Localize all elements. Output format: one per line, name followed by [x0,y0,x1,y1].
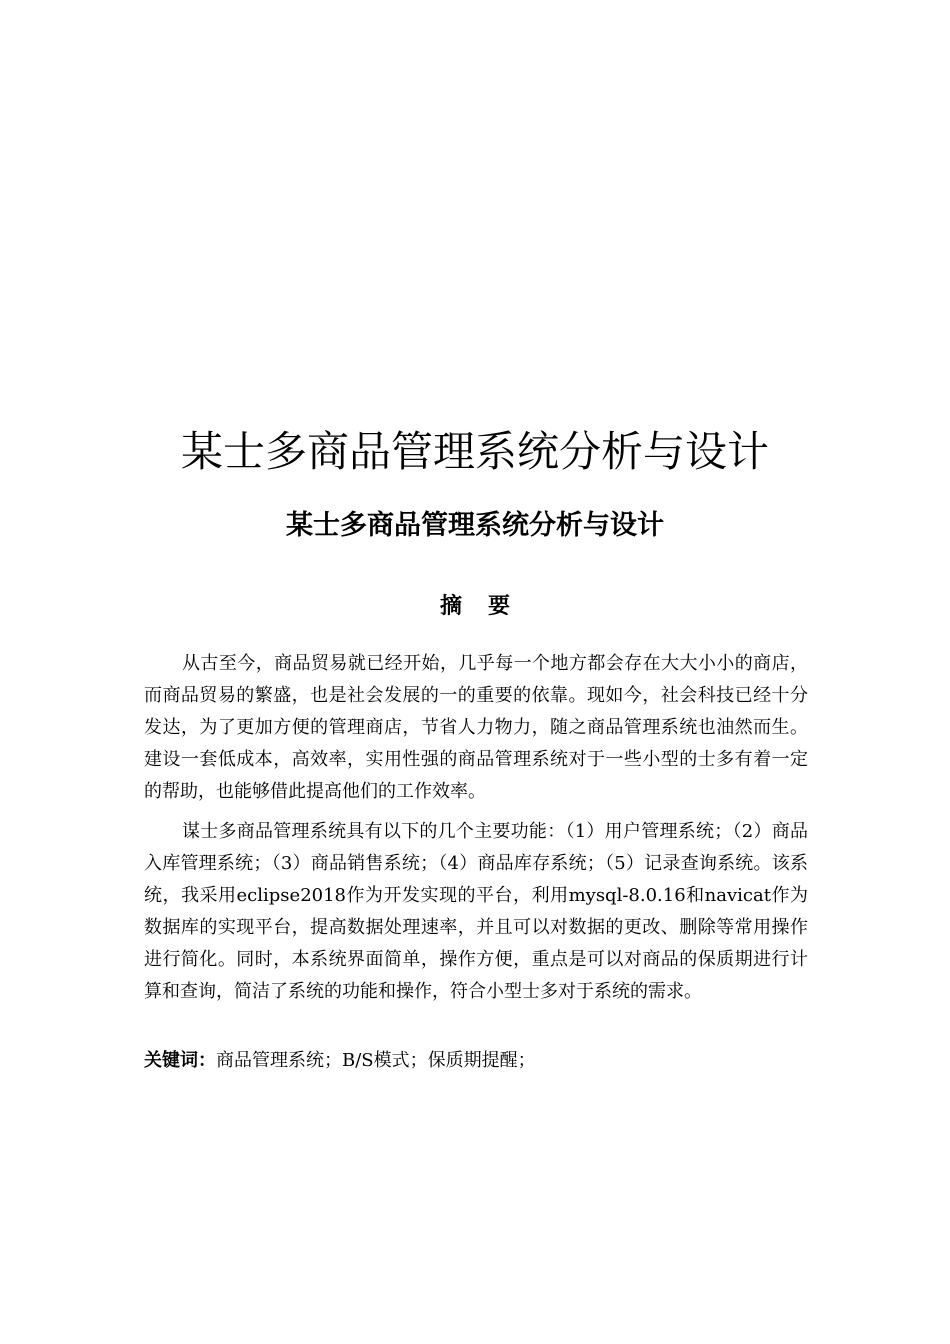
keywords-label: 关键词： [144,1050,216,1071]
main-title: 某士多商品管理系统分析与设计 [180,427,769,476]
sub-title: 某士多商品管理系统分析与设计 [286,510,664,541]
keywords-text: 商品管理系统；B/S模式；保质期提醒； [216,1050,536,1071]
abstract-paragraph-1: 从古至今，商品贸易就已经开始，几乎每一个地方都会存在大大小小的商店，而商品贸易的繁盛，也是社会发展的一的重要的依靠。现如今，社会科技已经十分发达，为了更加方便的管理商店，节省人力物力，随之商品管理系统也油然而生。建设一套低成本，高效率，实用性强的商品管理系统对于一些小型的士多有着一定的帮助，也能够借此提高他们的工作效率。 [144,653,808,802]
keywords-line [144,1045,808,1077]
abstract-paragraph-2: 谋士多商品管理系统具有以下的几个主要功能：（1）用户管理系统；（2）商品入库管理系统；（3）商品销售系统；（4）商品库存系统；（5）记录查询系统。该系统，我采用eclipse2018作为开发实现的平台，利用mysql-8.0.16和navicat作为数据库的实现平台，提高数据处理速率，并且可以对数据的更改、删除等常用操作进行简化。同时，本系统界面简单，操作方便，重点是可以对商品的保质期进行计算和查询，简洁了系统的功能和操作，符合小型士多对于系统的需求。 [144,821,808,1002]
abstract-heading: 摘要 [439,593,536,619]
